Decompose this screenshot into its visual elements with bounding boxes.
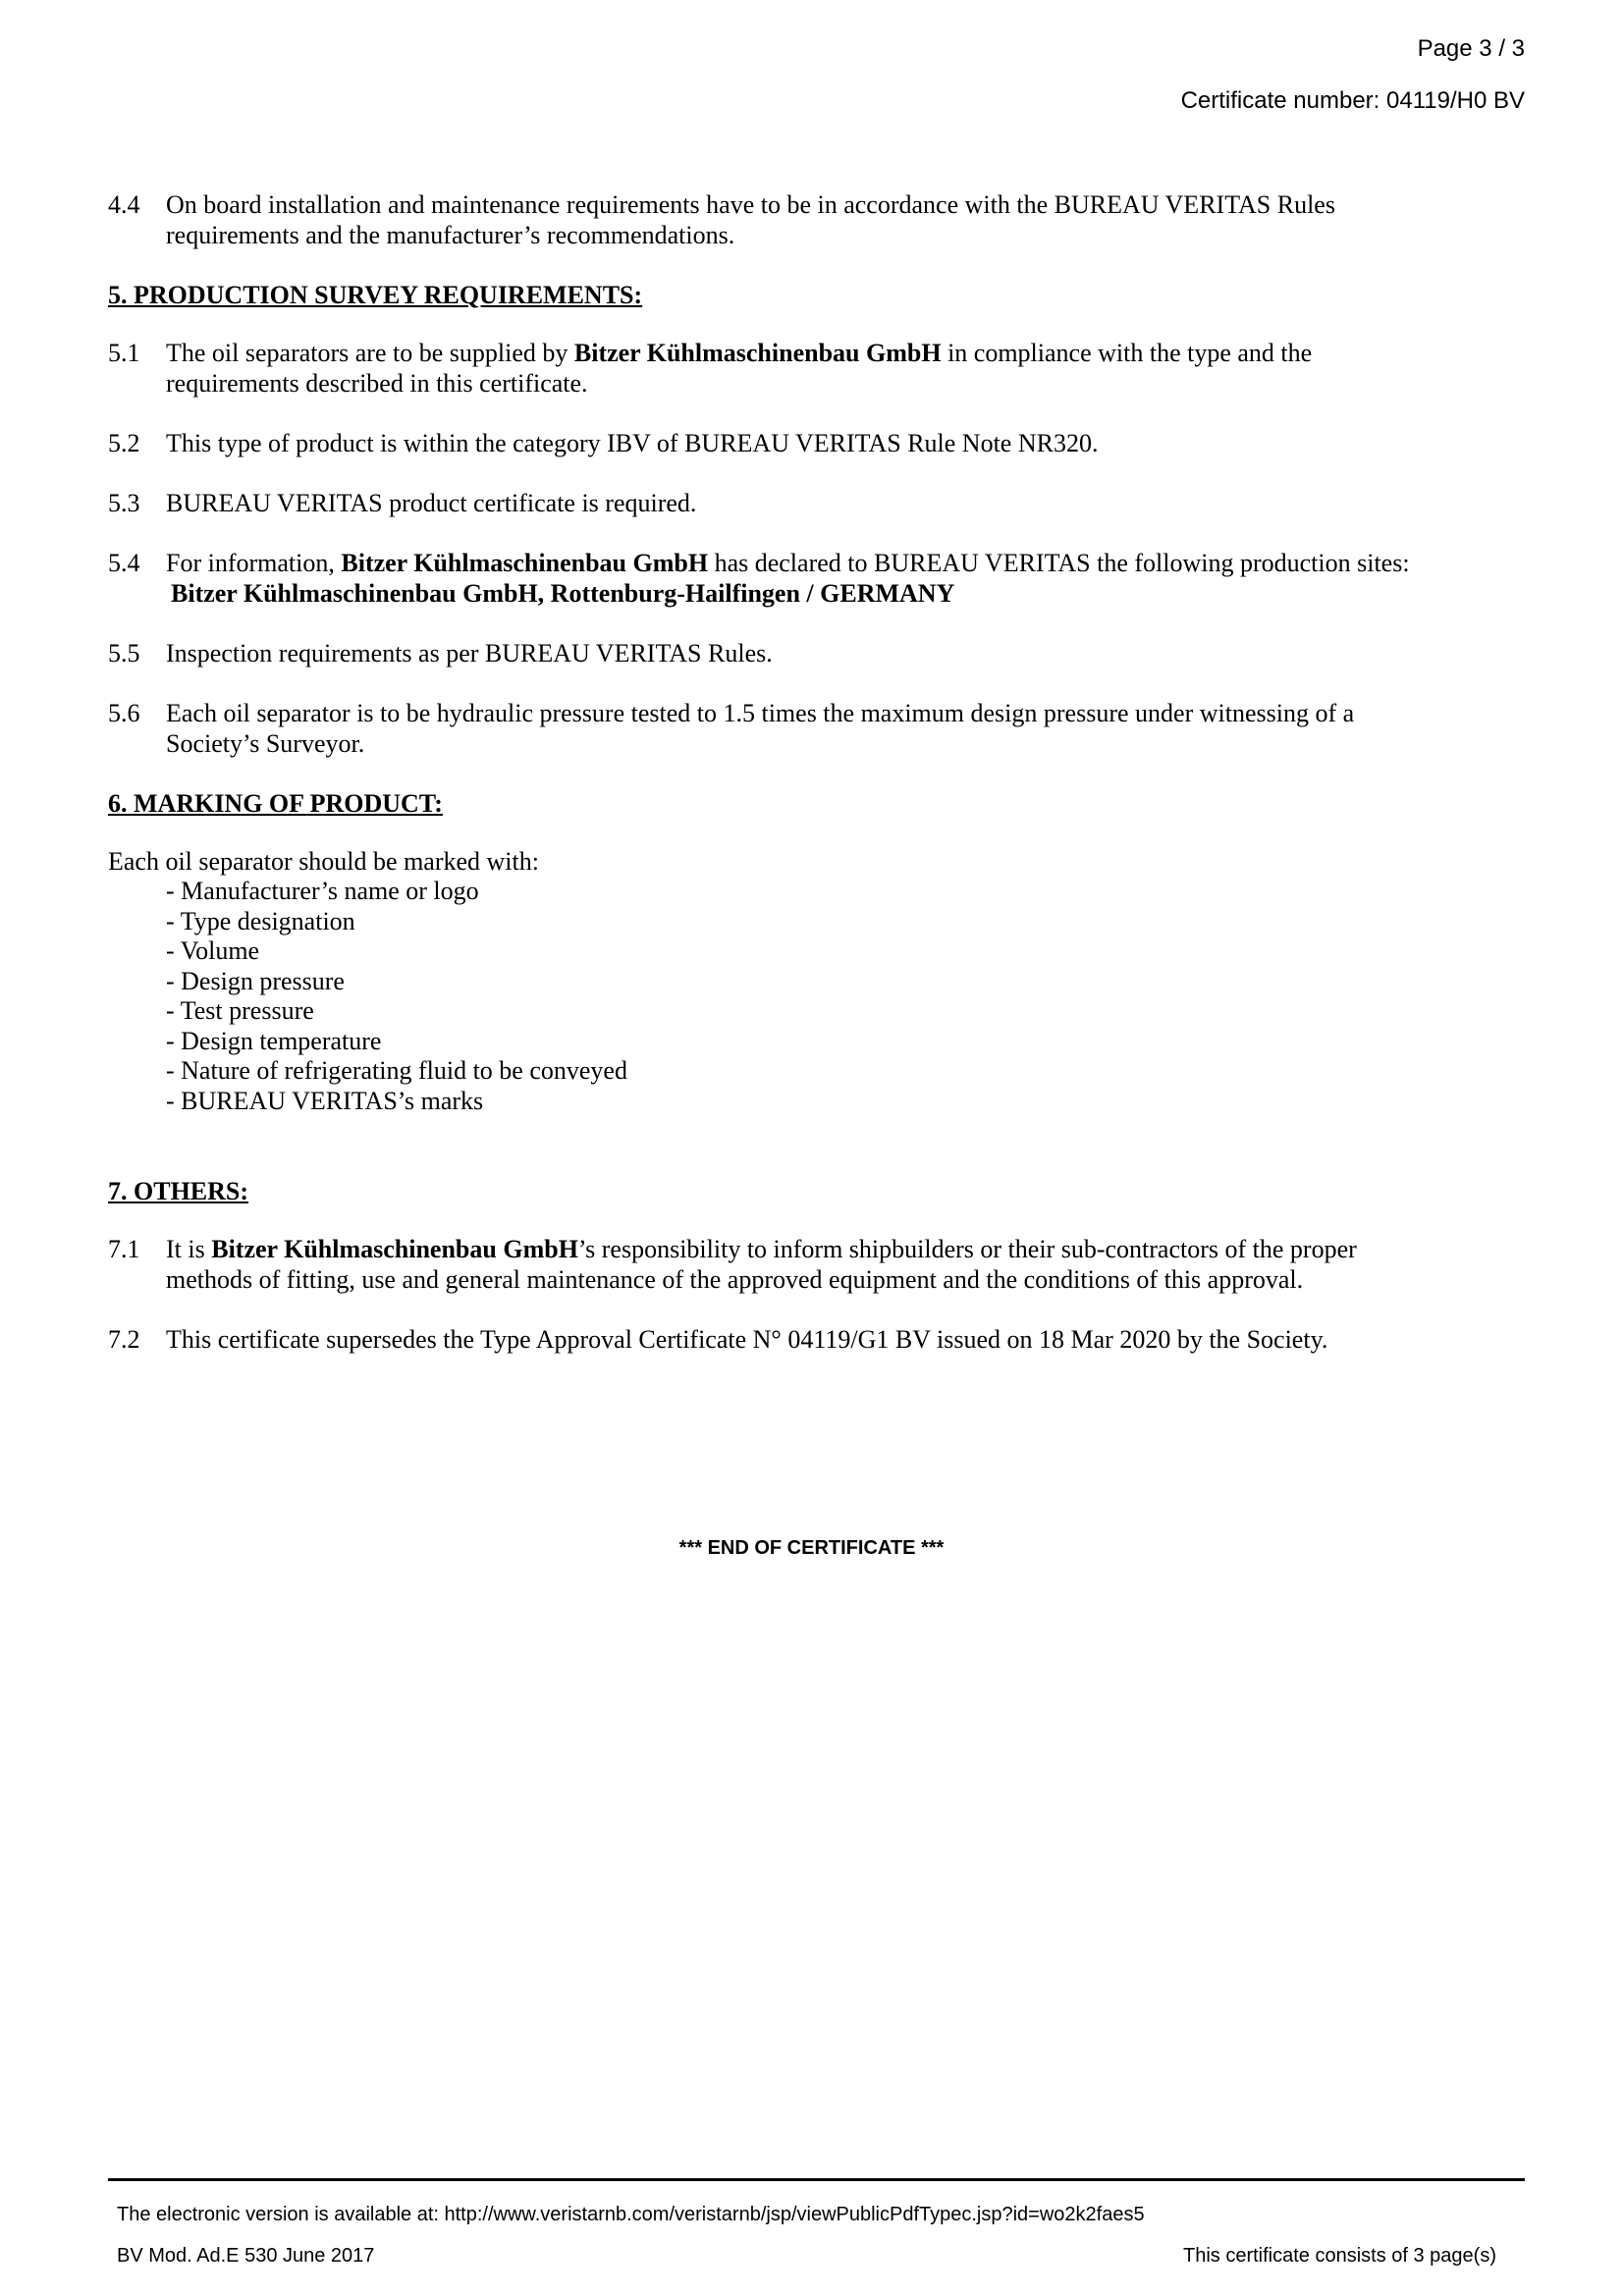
clause-text: Society’s Surveyor. <box>166 729 365 758</box>
list-item: - BUREAU VERITAS’s marks <box>166 1086 484 1115</box>
clause-number: 7.1 <box>108 1235 140 1263</box>
clause-text: BUREAU VERITAS product certificate is required. <box>166 489 697 517</box>
list-item: - Volume <box>166 936 260 965</box>
clause-number: 5.4 <box>108 549 140 577</box>
list-item: - Design pressure <box>166 966 345 995</box>
marking-list <box>108 877 1532 1116</box>
clause-5-1 <box>108 338 1532 399</box>
footer-divider <box>108 2178 1525 2181</box>
certificate-body <box>108 189 1532 1384</box>
footer-form-reference: BV Mod. Ad.E 530 June 2017 <box>117 2245 375 2267</box>
production-site: Bitzer Kühlmaschinenbau GmbH, Rottenburg-Hailfingen / GERMANY <box>171 579 955 608</box>
clause-4-4 <box>108 189 1532 250</box>
clause-number: 5.5 <box>108 639 140 667</box>
clause-text: This certificate supersedes the Type Approval Certificate N° 04119/G1 BV issued on 18 Mar 2020 by the Society. <box>166 1325 1328 1354</box>
list-item: - Manufacturer’s name or logo <box>166 877 479 905</box>
page-number: Page 3 / 3 <box>1417 35 1525 62</box>
clause-number: 7.2 <box>108 1325 140 1354</box>
clause-text: It is Bitzer Kühlmaschinenbau GmbH’s responsibility to inform shipbuilders or their sub-contractors of the proper <box>166 1235 1357 1263</box>
footer-electronic-version: The electronic version is available at: http://www.veristarnb.com/veristarnb/jsp/viewPublicPdfTypec.jsp?id=wo2k2faes5 <box>117 2204 1145 2225</box>
end-of-certificate: *** END OF CERTIFICATE *** <box>678 1537 945 1559</box>
clause-5-5 <box>108 638 1532 668</box>
clause-text: For information, Bitzer Kühlmaschinenbau GmbH has declared to BUREAU VERITAS the following production sites: <box>166 549 1410 577</box>
list-item: - Design temperature <box>166 1026 382 1055</box>
certificate-number: Certificate number: 04119/H0 BV <box>1180 87 1525 114</box>
clause-text: On board installation and maintenance requirements have to be in accordance with the BUREAU VERITAS Rules <box>166 190 1335 219</box>
clause-text: Each oil separator is to be hydraulic pressure tested to 1.5 times the maximum design pressure under witnessing of a <box>166 699 1355 727</box>
clause-5-2 <box>108 428 1532 458</box>
clause-text: requirements described in this certificate. <box>166 369 588 398</box>
clause-text: methods of fitting, use and general maintenance of the approved equipment and the conditions of this approval. <box>166 1265 1304 1294</box>
section-5-heading: 5. PRODUCTION SURVEY REQUIREMENTS: <box>108 281 643 309</box>
clause-number: 5.6 <box>108 699 140 727</box>
clause-5-4 <box>108 548 1532 609</box>
section-6-heading: 6. MARKING OF PRODUCT: <box>108 789 443 818</box>
footer-page-count: This certificate consists of 3 page(s) <box>1182 2245 1496 2267</box>
clause-number: 5.3 <box>108 489 140 517</box>
list-item: - Test pressure <box>166 996 314 1025</box>
clause-5-6 <box>108 698 1532 759</box>
clause-number: 5.2 <box>108 429 140 457</box>
company-name: Bitzer Kühlmaschinenbau GmbH <box>341 549 709 577</box>
company-name: Bitzer Kühlmaschinenbau GmbH <box>211 1235 578 1263</box>
clause-7-1 <box>108 1234 1532 1295</box>
section-7-heading: 7. OTHERS: <box>108 1177 249 1205</box>
clause-text: requirements and the manufacturer’s recommendations. <box>166 221 735 249</box>
marking-intro: Each oil separator should be marked with: <box>108 847 539 876</box>
clause-number: 4.4 <box>108 190 140 219</box>
clause-5-3 <box>108 488 1532 518</box>
clause-number: 5.1 <box>108 339 140 367</box>
list-item: - Nature of refrigerating fluid to be conveyed <box>166 1056 627 1085</box>
clause-7-2 <box>108 1324 1532 1355</box>
clause-text: This type of product is within the category IBV of BUREAU VERITAS Rule Note NR320. <box>166 429 1099 457</box>
list-item: - Type designation <box>166 906 355 935</box>
clause-text: Inspection requirements as per BUREAU VERITAS Rules. <box>166 639 773 667</box>
clause-text: The oil separators are to be supplied by Bitzer Kühlmaschinenbau GmbH in compliance with the type and the <box>166 339 1313 367</box>
company-name: Bitzer Kühlmaschinenbau GmbH <box>573 339 942 367</box>
